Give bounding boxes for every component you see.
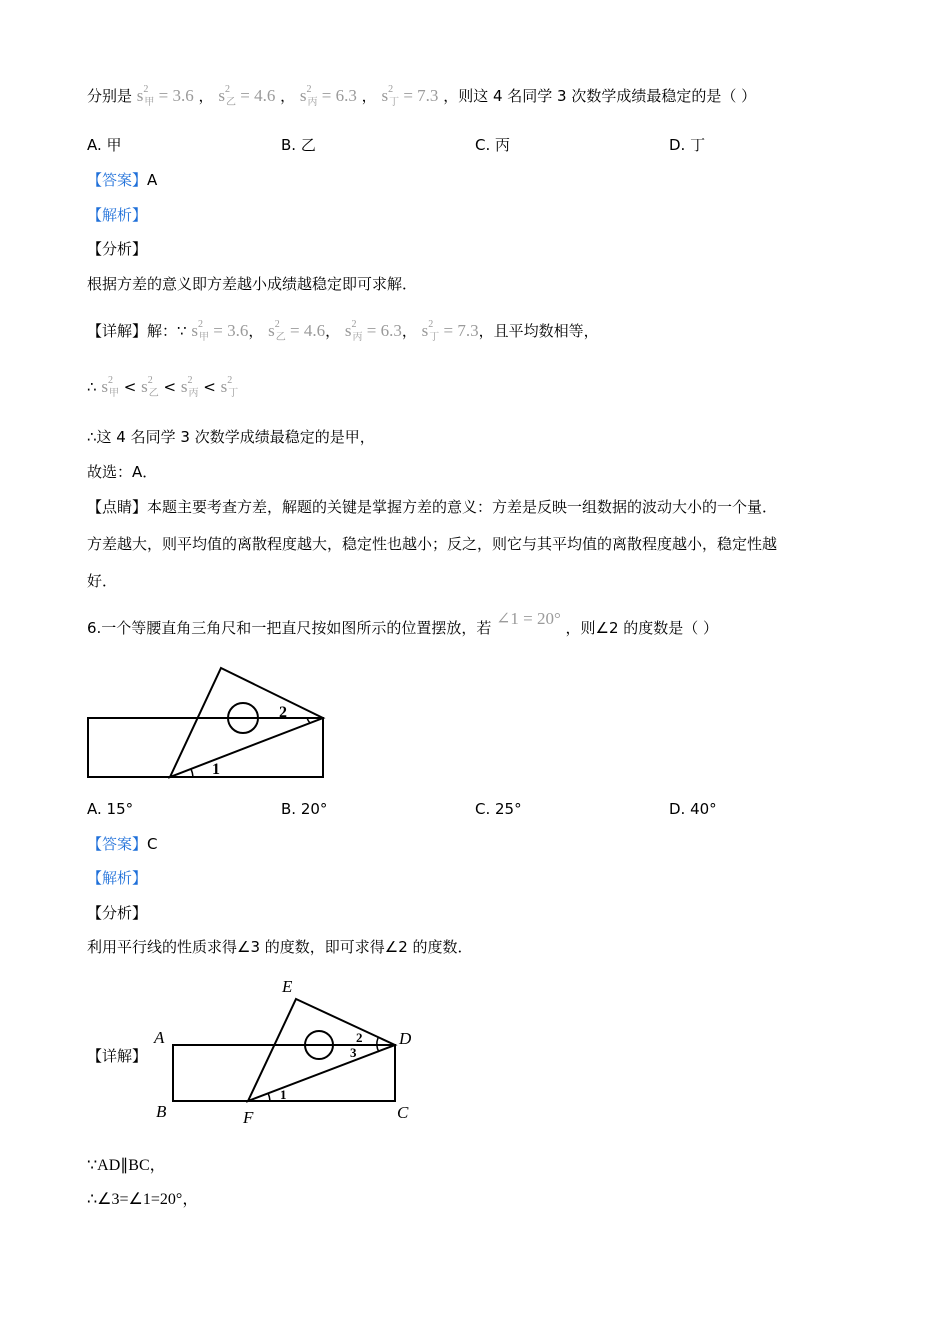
q5-option-b[interactable]: B. 乙 (281, 136, 316, 154)
q5-fenxi-text: 根据方差的意义即方差越小成绩越稳定即可求解． (87, 275, 418, 293)
fig2-label-d: D (399, 1029, 412, 1048)
q5-answer-line (87, 170, 157, 190)
variance-ding: $s^2_丁 = 7.3$ (381, 84, 439, 108)
fig2-label-3: 3 (350, 1045, 357, 1060)
fig2-label-f: F (243, 1108, 254, 1127)
q6-step-2: ∴∠3=∠1=20°， (87, 1191, 199, 1208)
fig2-label-2: 2 (356, 1030, 363, 1045)
fig1-label-2: 2 (279, 704, 287, 721)
q6-fenxi-text: 利用平行线的性质求得∠3 的度数，即可求得∠2 的度数． (87, 938, 473, 956)
q5-answer-tag: 【答案】 (87, 171, 148, 189)
variance-jia: $s^2_甲 = 3.6$ (136, 84, 194, 108)
fig2-label-a: A (154, 1028, 165, 1047)
q6-figure-2 (150, 972, 425, 1132)
q6-answer-tag: 【答案】 (87, 835, 148, 853)
q6-answer-line (87, 834, 158, 854)
q5-comment-line-1: 【点睛】本题主要考查方差，解题的关键是掌握方差的意义：方差是反映一组数据的波动大小的一个量． (87, 498, 778, 516)
q5-fenxi-tag: 【分析】 (87, 240, 148, 258)
q6-option-c[interactable]: C. 25° (475, 800, 522, 818)
q6-step-1: ∵AD∥BC， (87, 1157, 166, 1174)
q5-stem-suffix: ，则这 4 名同学 3 次数学成绩最稳定的是（ ） (443, 87, 757, 105)
q6-answer: C (147, 835, 158, 853)
q5-stem-prefix: 分别是 (87, 87, 133, 105)
q5-answer: A (147, 171, 158, 189)
q6-stem-line (87, 609, 719, 638)
variance-yi: $s^2_乙 = 4.6$ (218, 84, 276, 108)
q6-detail-tag: 【详解】 (87, 1047, 148, 1065)
q6-option-b[interactable]: B. 20° (281, 800, 328, 818)
q5-inequality-line: ∴ $s^2_甲 < s^2_乙 < s^2_丙 < s^2_丁$ (87, 375, 239, 399)
q6-fenxi-tag: 【分析】 (87, 904, 148, 922)
variance-bing: $s^2_丙 = 6.3$ (299, 84, 357, 108)
q5-stem-line: 分别是 $s^2_甲 = 3.6$ ， $s^2_乙 = 4.6$ ， $s^2_丙 = 6.3$ ， $s^2_丁 = 7.3$ ，则这 4 名同学 3 次数学成绩最稳定的是（ ） (87, 84, 757, 108)
fig2-label-b: B (156, 1102, 167, 1121)
fig1-label-1: 1 (212, 761, 220, 778)
fig2-label-1: 1 (280, 1087, 287, 1102)
q5-choice: 故选：A． (87, 463, 158, 481)
q5-comment-line-2: 方差越大，则平均值的离散程度越大，稳定性也越小；反之，则它与其平均值的离散程度越小，稳定性越 (87, 535, 778, 553)
q6-stem-suffix: ，则∠2 的度数是（ ） (565, 619, 719, 637)
q6-option-d[interactable]: D. 40° (669, 800, 717, 818)
fig2-label-e: E (282, 977, 293, 996)
q5-comment-tag: 【点睛】 (87, 498, 148, 516)
q5-option-a[interactable]: A. 甲 (87, 136, 122, 154)
q6-stem-math: ∠1 = 20° (496, 609, 561, 628)
q5-detail-line: 【详解】解：∵ $s^2_甲 = 3.6$， $s^2_乙 = 4.6$， $s^2_丙 = 6.3$， $s^2_丁 = 7.3$，且平均数相等， (87, 319, 599, 343)
q5-comment-line-3: 好． (87, 572, 118, 590)
q5-conclusion: ∴这 4 名同学 3 次数学成绩最稳定的是甲， (87, 428, 375, 446)
q5-option-c[interactable]: C. 丙 (475, 136, 511, 154)
q5-detail-tag: 【详解】 (87, 322, 148, 340)
q5-option-d[interactable]: D. 丁 (669, 136, 706, 154)
q6-stem-prefix: 6.一个等腰直角三角尺和一把直尺按如图所示的位置摆放，若 (87, 619, 492, 637)
q5-analysis-tag: 【解析】 (87, 206, 148, 224)
fig2-label-c: C (397, 1103, 409, 1122)
q6-option-a[interactable]: A. 15° (87, 800, 134, 818)
q6-figure-1 (85, 663, 330, 783)
q6-analysis-tag: 【解析】 (87, 869, 148, 887)
